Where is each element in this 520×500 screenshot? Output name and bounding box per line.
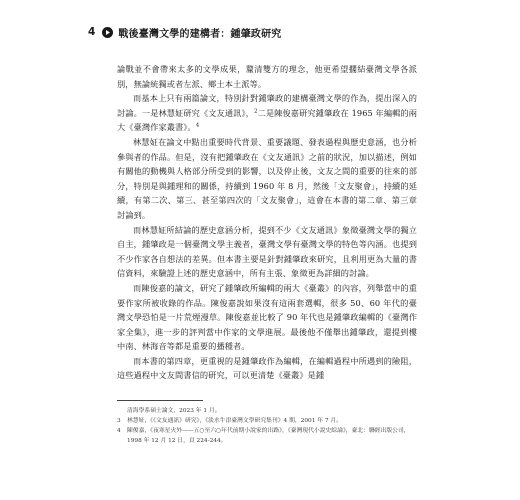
footnote-text: 陳俊嘉，《夜寒星火外——五○至六○年代前期小說家的出路》，《臺灣現代小說史綜論》，臺北：聯經出版公司，1998 年 12 月 12 日，頁 224-244。	[127, 428, 410, 444]
play-triangle-icon	[102, 27, 113, 38]
paragraph	[117, 62, 417, 91]
paragraph	[117, 135, 417, 223]
paragraph	[117, 223, 417, 281]
running-title: 戰後臺灣文學的建構者：鍾肇政研究	[118, 28, 282, 40]
footnote	[117, 416, 417, 426]
paragraph-text: 而陳俊嘉的論文，研究了鍾肇政所編輯的兩大《臺叢》的內容，列舉當中的重要作家所被收錄的作品。陳俊嘉說如果沒有這兩套選輯，很多 50、60 年代的臺灣文學恐怕是一片荒煙漫草。陳俊嘉並比較了 90 年代也是鍾肇政編輯的《臺灣作家全集》，進一步的評判當中作家的文學進展。最後他不僅舉出鍾肇政，還提到樓中南、林海音等都是重要的播種者。	[117, 282, 417, 352]
body-text	[117, 62, 417, 383]
footnote-divider	[117, 400, 203, 401]
footnote-ref[interactable]: 2	[253, 108, 258, 115]
paragraph	[117, 354, 417, 383]
running-header	[88, 25, 282, 39]
paragraph	[117, 281, 417, 354]
paragraph-text: 論戰並不會帶來太多的文學成果，釐清雙方的理念，他更希望擱結臺灣文學各派別，無論統獨或者左派、鄉土本土派等。	[117, 64, 417, 89]
paragraph-text: 二是陳俊嘉研究鍾肇政在 1965 年編輯的兩大《臺灣作家叢書》。	[117, 107, 417, 133]
footnote-number: 4	[117, 428, 121, 434]
footnote	[117, 406, 417, 416]
footnote-ref[interactable]: 4	[195, 122, 200, 129]
paragraph-text: 而林慧姃所結論的歷史意涵分析，提到不少《文友通訊》象徵臺灣文學的獨立自主，鍾肇政是一個臺灣文學主義者，臺灣文學有臺灣文學的特色等內涵。也提到不少作家各自想法的差異。但本書主要是針對鍾肇政來研究，且利用更為大量的書信資料，來驗證上述的歷史意涵中，所有主張、象徵更為詳細的討論。	[117, 224, 417, 279]
paragraph-text: 林慧姃在論文中點出重要時代背景、重要議題、發表過程與歷史意涵，也分析參與者的作品。但是，沒有把鍾肇政在《文友通訊》之前的狀況，加以描述，例如有關他的動機與人格部分所受到的影響，以及停止後，文友之間的重要的往來的部分，特別是與鍾理和的關係，持續到 1960 年 8 月，然後「文友聚會」，持續的延續，有第二次、第三、甚至第四次的「文友聚會」，這會在本書的第二章、第三章討論到。	[117, 136, 417, 220]
footnote-number: 3	[117, 418, 121, 424]
paragraph-text: 而基本上只有兩篇論文，特別針對鍾肇政的建構臺灣文學的作為，提出深入的討論。一是林慧姃研究《文友通訊》，	[117, 93, 417, 118]
footnote-text: 林慧姃，《《文友通訊》研究》，《淡水牛津臺灣文學研究集刊》4 期，2001 年 7 月。	[127, 418, 342, 424]
footnote	[117, 426, 417, 446]
paragraph-text: 而本書的第四章，更重視的是鍾肇政作為編輯，在編輯過程中所遇到的險阻，這些過程中文友間書信的研究，可以更清楚《臺叢》是鍾	[117, 355, 417, 381]
page-number: 4	[88, 26, 96, 38]
footnotes	[117, 406, 417, 446]
paragraph	[117, 91, 417, 135]
footnote-text: 清海學系碩士論文，2023 年 1 月。	[127, 408, 221, 414]
